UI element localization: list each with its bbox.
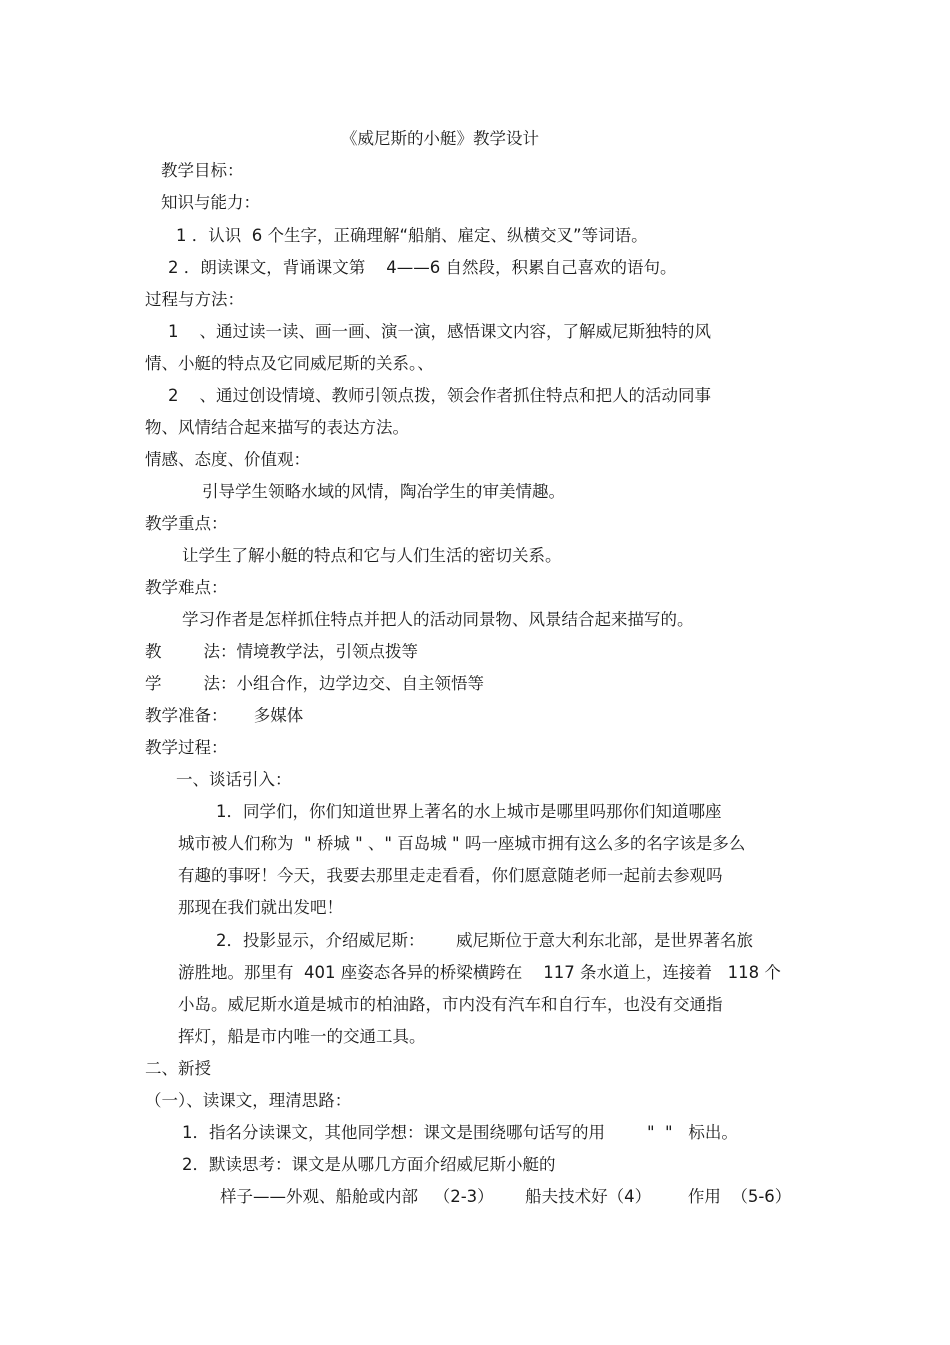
line-process-1b: 情、小艇的特点及它同威尼斯的关系。、 bbox=[145, 354, 434, 373]
line-intro-2a: 2．投影显示，介绍威尼斯： 威尼斯位于意大利东北部，是世界著名旅 bbox=[216, 931, 753, 950]
line-difficulty: 教学难点： bbox=[145, 578, 228, 597]
line-key-point: 教学重点： bbox=[145, 514, 228, 533]
line-intro-1a: 1．同学们，你们知道世界上著名的水上城市是哪里吗那你们知道哪座 bbox=[216, 802, 722, 821]
line-intro-2b: 游胜地。那里有 401 座姿态各异的桥梁横跨在 117 条水道上，连接着 118 个 bbox=[178, 963, 781, 982]
line-teaching-method: 教 法：情境教学法，引领点拨等 bbox=[145, 642, 418, 661]
line-emotion-text: 引导学生领略水域的风情，陶冶学生的审美情趣。 bbox=[202, 482, 565, 501]
line-process-2a: 2 、通过创设情境、教师引领点拨，领会作者抓住特点和把人的活动同事 bbox=[168, 386, 711, 405]
line-process-method: 过程与方法： bbox=[145, 290, 244, 309]
line-subsection-1: （一）、读课文，理清思路： bbox=[145, 1091, 352, 1110]
line-difficulty-text: 学习作者是怎样抓住特点并把人的活动同景物、风景结合起来描写的。 bbox=[182, 610, 694, 629]
line-task-1: 1．指名分读课文，其他同学想：课文是围绕哪句话写的用 " " 标出。 bbox=[182, 1123, 738, 1142]
line-key-point-text: 让学生了解小艇的特点和它与人们生活的密切关系。 bbox=[182, 546, 562, 565]
line-section-1: 一、谈话引入： bbox=[176, 770, 292, 789]
line-process-2b: 物、风情结合起来描写的表达方法。 bbox=[145, 418, 409, 437]
line-preparation: 教学准备： 多媒体 bbox=[145, 706, 304, 725]
line-task-2: 2．默读思考：课文是从哪几方面介绍威尼斯小艇的 bbox=[182, 1155, 556, 1174]
line-process-1a: 1 、通过读一读、画一画、演一演，感悟课文内容，了解威尼斯独特的风 bbox=[168, 322, 711, 341]
line-learning-method: 学 法：小组合作，边学边交、自主领悟等 bbox=[145, 674, 484, 693]
line-intro-1d: 那现在我们就出发吧！ bbox=[178, 898, 343, 917]
line-intro-2d: 挥灯，船是市内唯一的交通工具。 bbox=[178, 1027, 426, 1046]
line-emotion-values: 情感、态度、价值观： bbox=[145, 450, 310, 469]
line-teaching-goals: 教学目标： bbox=[161, 161, 244, 180]
line-goal-2: 2 ．朗读课文，背诵课文第 4——6 自然段，积累自己喜欢的语句。 bbox=[168, 258, 677, 277]
document-title: 《威尼斯的小艇》教学设计 bbox=[341, 129, 539, 148]
line-intro-1c: 有趣的事呀！今天，我要去那里走走看看，你们愿意随老师一起前去参观吗 bbox=[178, 866, 723, 885]
line-teaching-process: 教学过程： bbox=[145, 738, 228, 757]
line-section-2: 二、新授 bbox=[145, 1059, 211, 1078]
line-intro-2c: 小岛。威尼斯水道是城市的柏油路，市内没有汽车和自行车，也没有交通指 bbox=[178, 995, 723, 1014]
line-goal-1: 1 ．认识 6 个生字，正确理解“船艄、雇定、纵横交叉”等词语。 bbox=[176, 226, 648, 245]
line-task-2-answer: 样子——外观、船舱或内部 （2-3） 船夫技术好（4） 作用 （5-6） bbox=[220, 1187, 792, 1206]
line-intro-1b: 城市被人们称为 " 桥城 " 、" 百岛城 " 吗一座城市拥有这么多的名字该是多么 bbox=[178, 834, 746, 853]
line-knowledge-ability: 知识与能力： bbox=[161, 193, 260, 212]
